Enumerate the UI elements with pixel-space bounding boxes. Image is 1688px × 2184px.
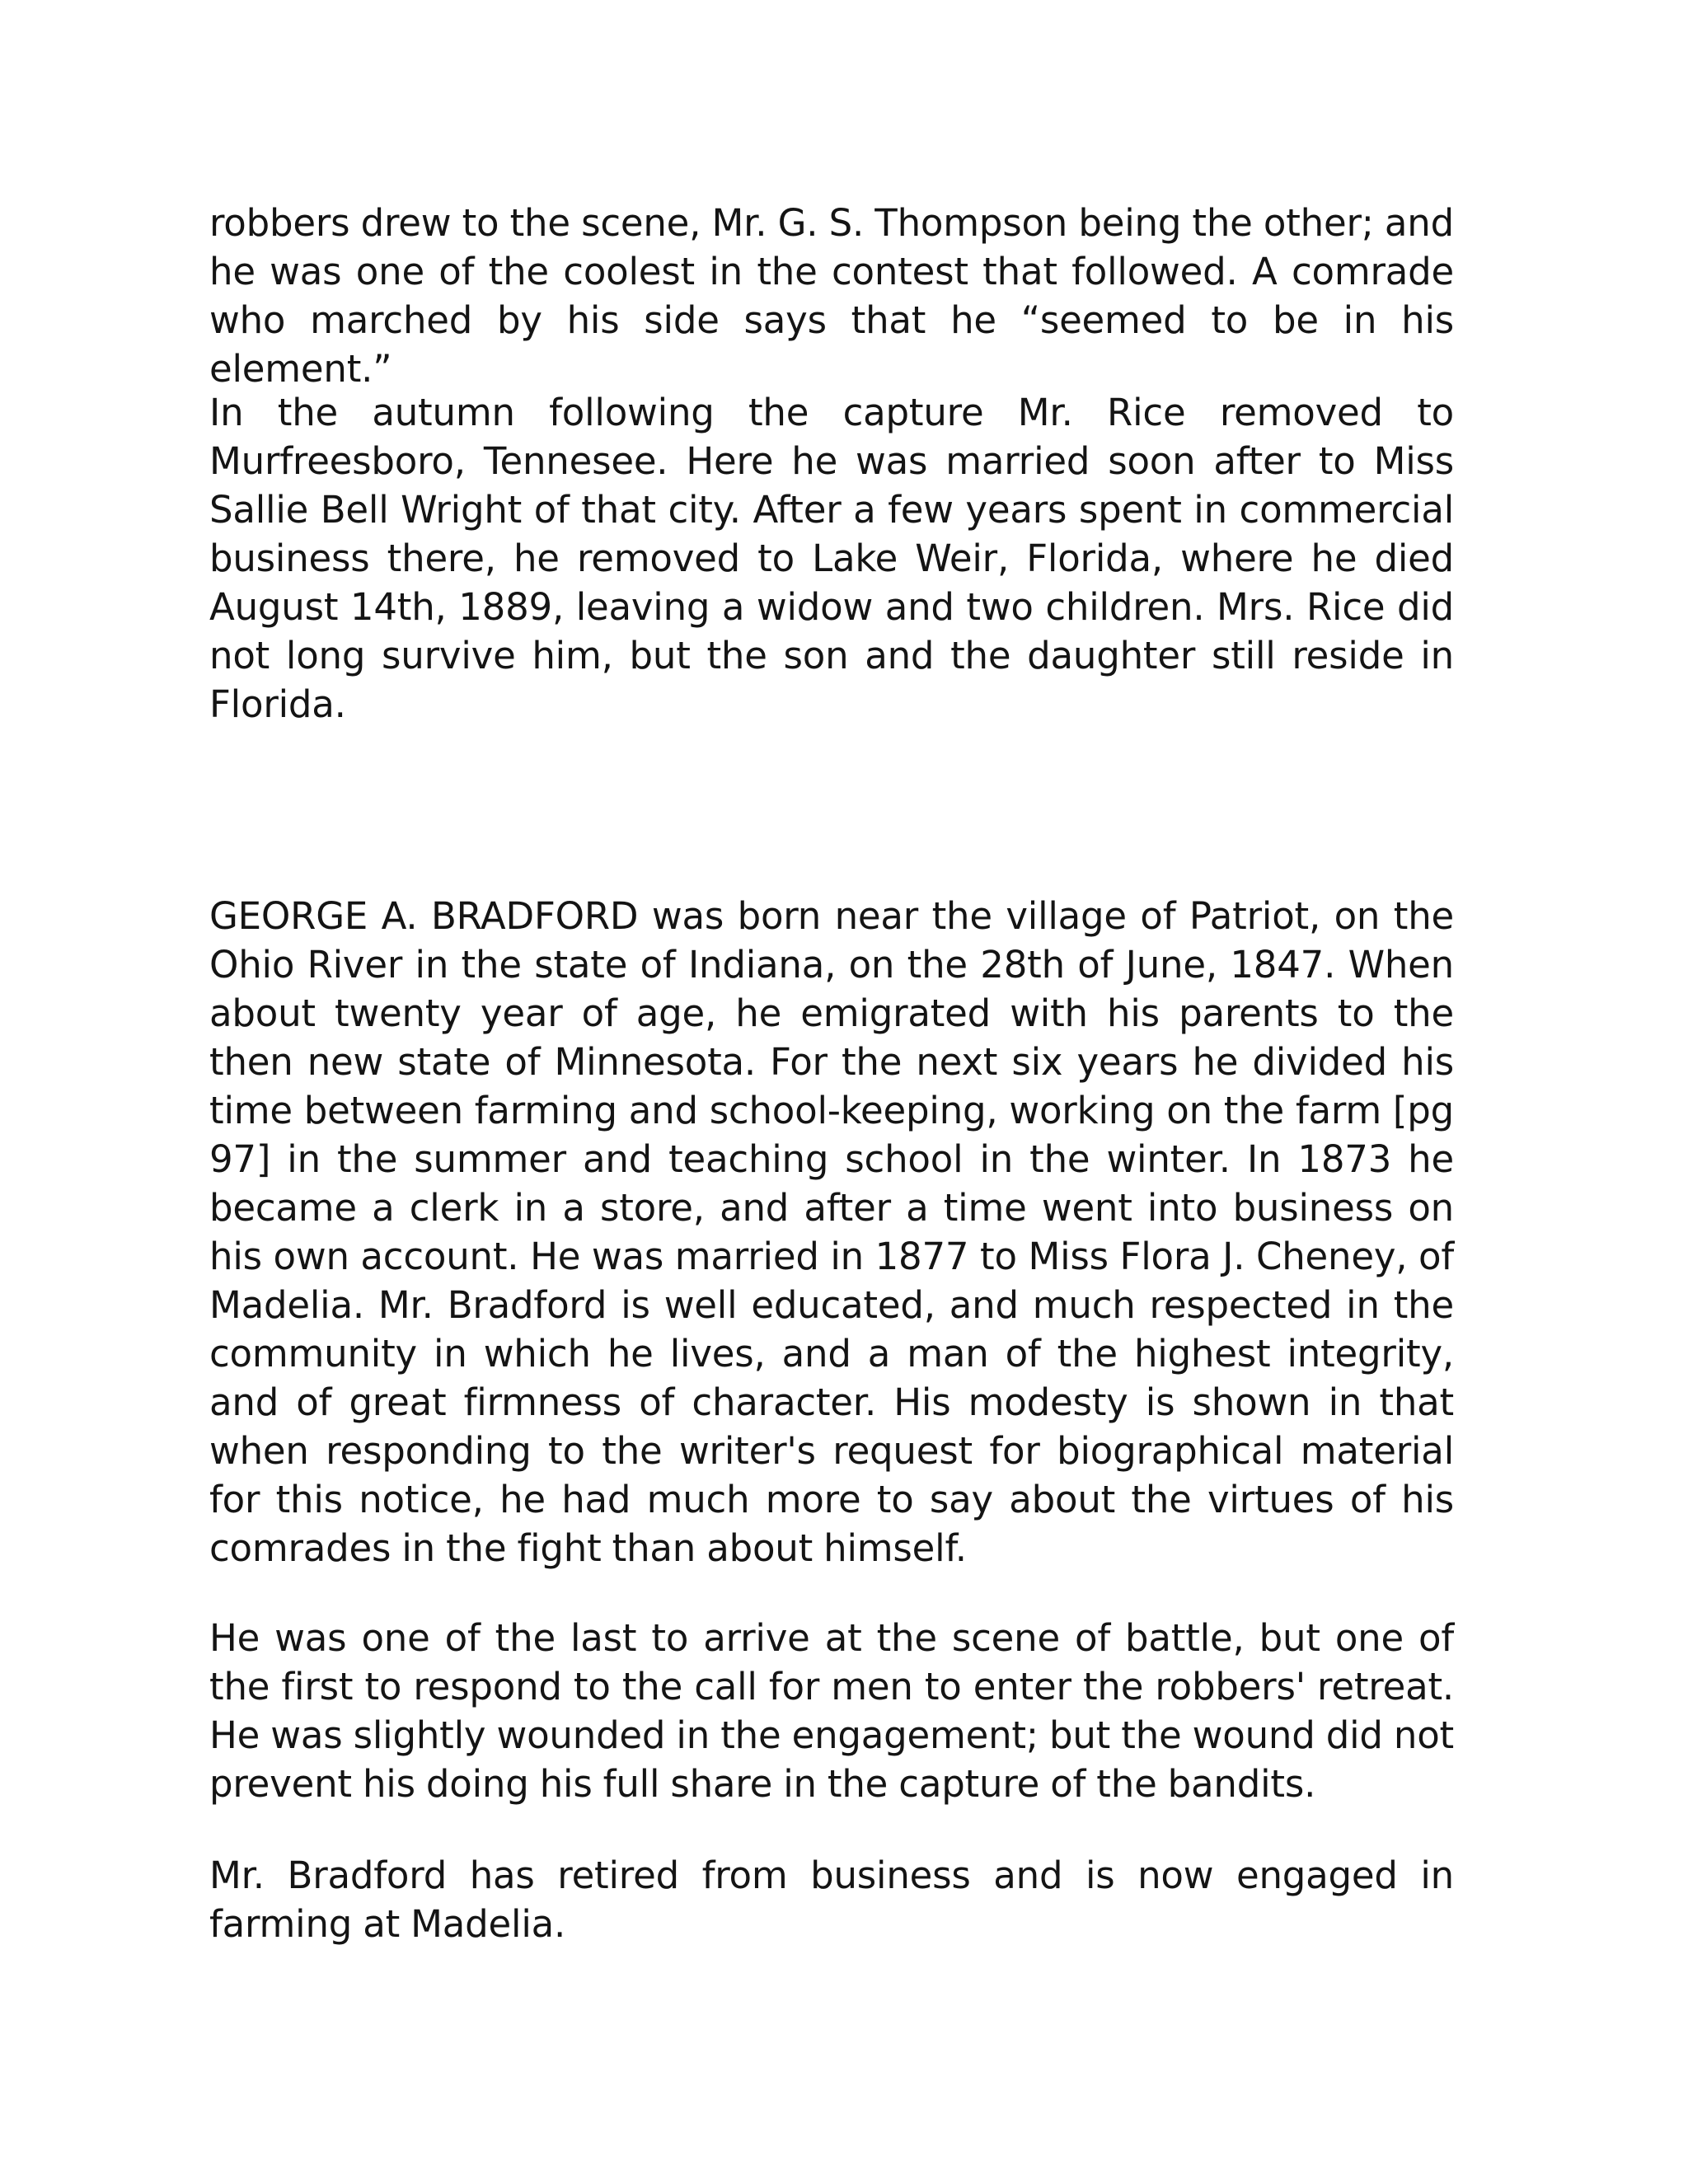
document-page <box>209 0 1454 2184</box>
paragraph-bradford-biography: GEORGE A. BRADFORD was born near the village of Patriot, on the Ohio River in the state of Indiana, on the 28th of June, 1847. When about twenty year of age, he emigrated with his parents to the then new state of Minnesota. For the next six years he divided his time between farming and school-keeping, working on the farm [pg 97] in the summer and teaching school in the winter. In 1873 he became a clerk in a store, and after a time went into business on his own account. He was married in 1877 to Miss Flora J. Cheney, of Madelia. Mr. Bradford is well educated, and much respected in the community in which he lives, and a man of the highest integrity, and of great firmness of character. His modesty is shown in that when responding to the writer's request for biographical material for this notice, he had much more to say about the virtues of his comrades in the fight than about himself. <box>209 894 1454 1570</box>
paragraph-rice-capture: robbers drew to the scene, Mr. G. S. Thompson being the other; and he was one of the coolest in the contest that followed. A comrade who marched by his side says that he “seemed to be in his element.” <box>209 201 1454 391</box>
paragraph-bradford-retirement: Mr. Bradford has retired from business and is now engaged in farming at Madelia. <box>209 1854 1454 1946</box>
paragraph-rice-later-life: In the autumn following the capture Mr. Rice removed to Murfreesboro, Tennesee. Here he was married soon after to Miss Sallie Bell Wright of that city. After a few years spent in commercial business there, he removed to Lake Weir, Florida, where he died August 14th, 1889, leaving a widow and two children. Mrs. Rice did not long survive him, but the son and the daughter still reside in Florida. <box>209 391 1454 726</box>
paragraph-bradford-battle: He was one of the last to arrive at the scene of battle, but one of the first to respond to the call for men to enter the robbers' retreat. He was slightly wounded in the engagement; but the wound did not prevent his doing his full share in the capture of the bandits. <box>209 1616 1454 1806</box>
